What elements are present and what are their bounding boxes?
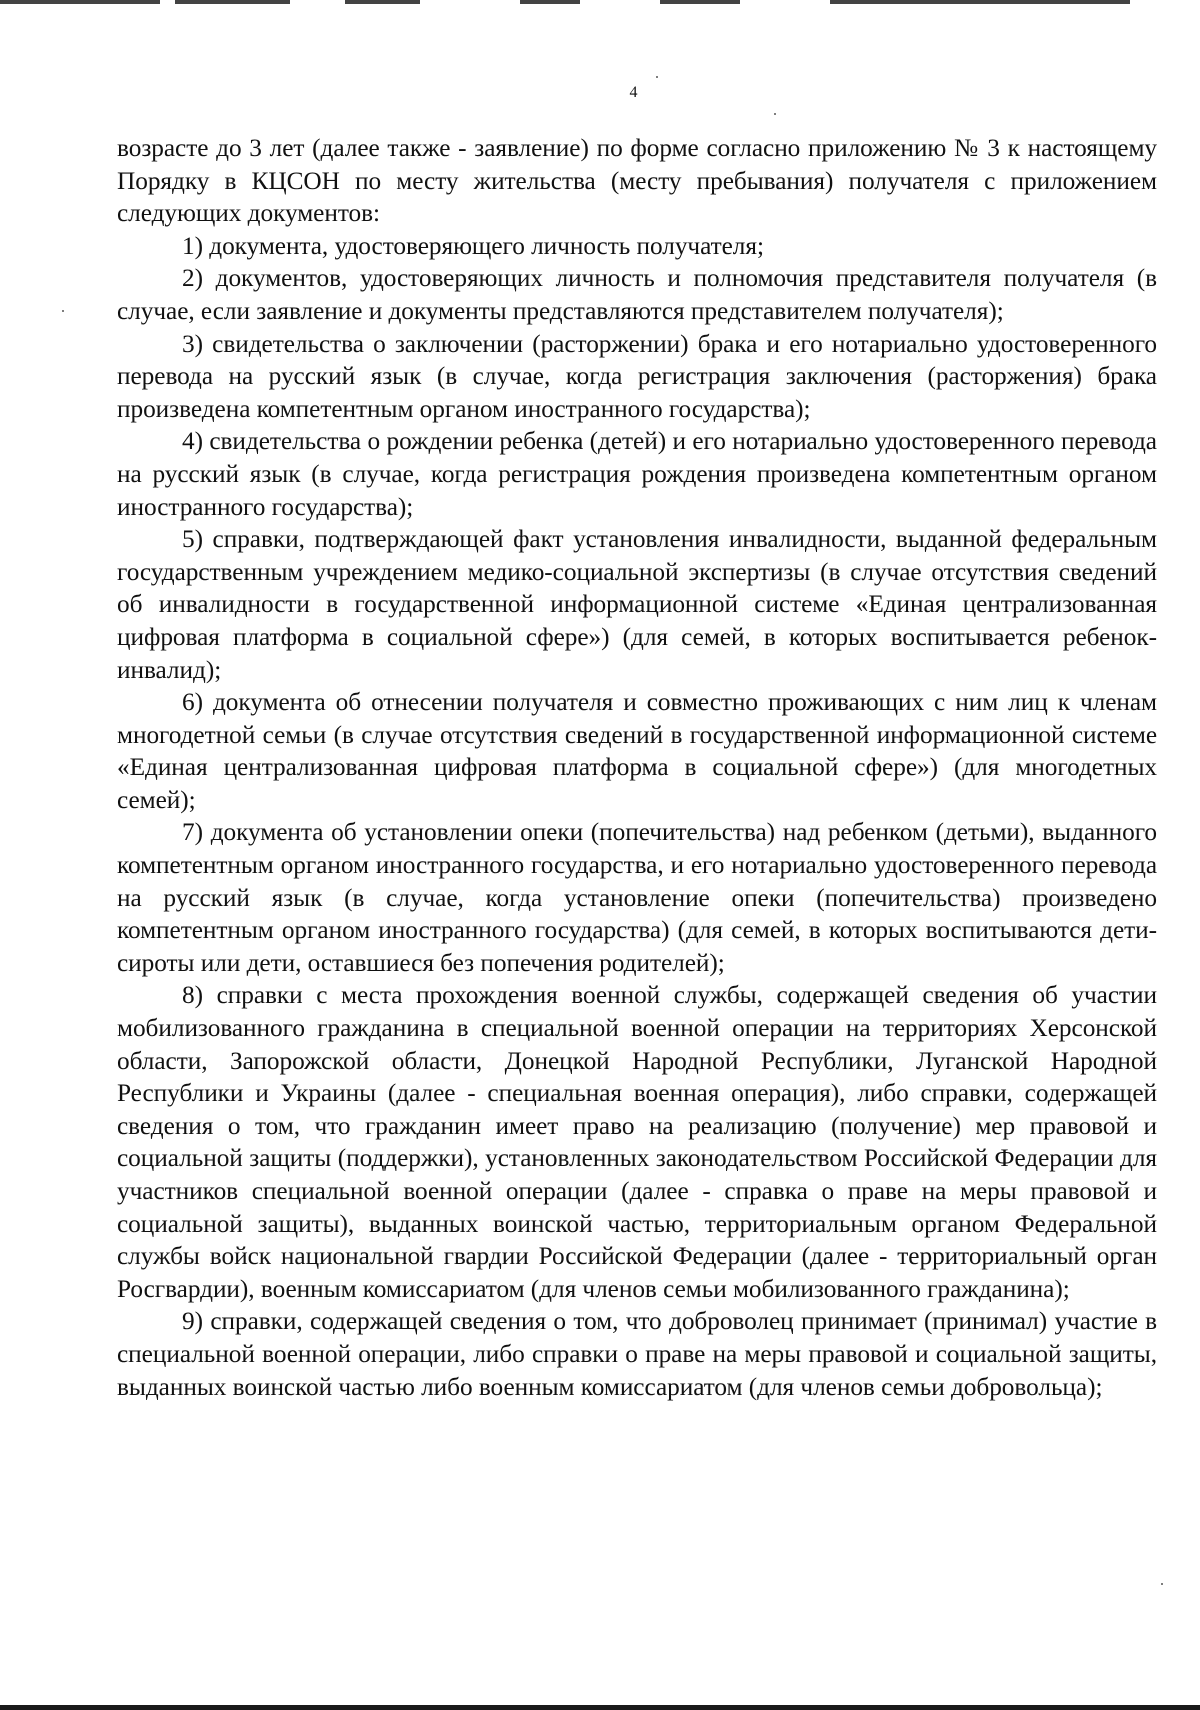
document-body [117,132,1157,1403]
list-item-5: 5) справки, подтверждающей факт установления инвалидности, выданной федеральным государственным учреждением медико-социальной экспертизы (в случае отсутствия сведений об инвалидности в государственной информационной системе «Единая централизованная цифровая платформа в социальной сфере») (для семей, в которых воспитывается ребенок-инвалид); [117,525,1157,684]
list-item-8: 8) справки с места прохождения военной службы, содержащей сведения об участии мобилизованного гражданина в специальной военной операции на территориях Херсонской области, Запорожской области, Донецкой Народной Республики, Луганской Народной Республики и Украины (далее - специальная военная операция), либо справки, содержащей сведения о том, что гражданин имеет право на реализацию (получение) мер правовой и социальной защиты (поддержки), установленных законодательством Российской Федерации для участников специальной военной операции (далее - справка о праве на меры правовой и социальной защиты), выданных воинской частью, территориальным органом Федеральной службы войск национальной гвардии Российской Федерации (далее - территориальный орган Росгвардии), военным комиссариатом (для членов семьи мобилизованного гражданина); [117,981,1157,1303]
paragraph-intro: возрасте до 3 лет (далее также - заявление) по форме согласно приложению № 3 к настоящему Порядку в КЦСОН по месту жительства (месту пребывания) получателя с приложением следующих документов: [117,134,1157,228]
scan-speck [774,113,776,115]
scan-edge-top [0,0,1200,4]
list-item-4: 4) свидетельства о рождении ребенка (детей) и его нотариально удостоверенного перевода на русский язык (в случае, когда регистрация рождения произведена компетентным органом иностранного государства); [117,427,1157,521]
list-item-6: 6) документа об отнесении получателя и совместно проживающих с ним лиц к членам многодетной семьи (в случае отсутствия сведений в государственной информационной системе «Единая централизованная цифровая платформа в социальной сфере») (для многодетных семей); [117,688,1157,814]
scan-speck [62,310,64,312]
list-item-9: 9) справки, содержащей сведения о том, что доброволец принимает (принимал) участие в специальной военной операции, либо справки о праве на меры правовой и социальной защиты, выданных воинской частью либо военным комиссариатом (для членов семьи добровольца); [117,1307,1157,1401]
list-item-3: 3) свидетельства о заключении (расторжении) брака и его нотариально удостоверенного перевода на русский язык (в случае, когда регистрация заключения (расторжения) брака произведена компетентным органом иностранного государства); [117,329,1157,423]
list-item-7: 7) документа об установлении опеки (попечительства) над ребенком (детьми), выданного компетентным органом иностранного государства, и его нотариально удостоверенного перевода на русский язык (в случае, когда установление опеки (попечительства) произведено компетентным органом иностранного государства) (для семей, в которых воспитываются дети-сироты или дети, оставшиеся без попечения родителей); [117,818,1157,977]
scan-speck [1161,1583,1163,1585]
scan-speck [656,76,658,78]
list-item-1: 1) документа, удостоверяющего личность получателя; [182,231,764,260]
list-item-2: 2) документов, удостоверяющих личность и полномочия представителя получателя (в случае, если заявление и документы представляются представителем получателя); [117,264,1157,325]
scan-edge-bottom [0,1705,1200,1710]
page-number: 4 [629,84,638,101]
